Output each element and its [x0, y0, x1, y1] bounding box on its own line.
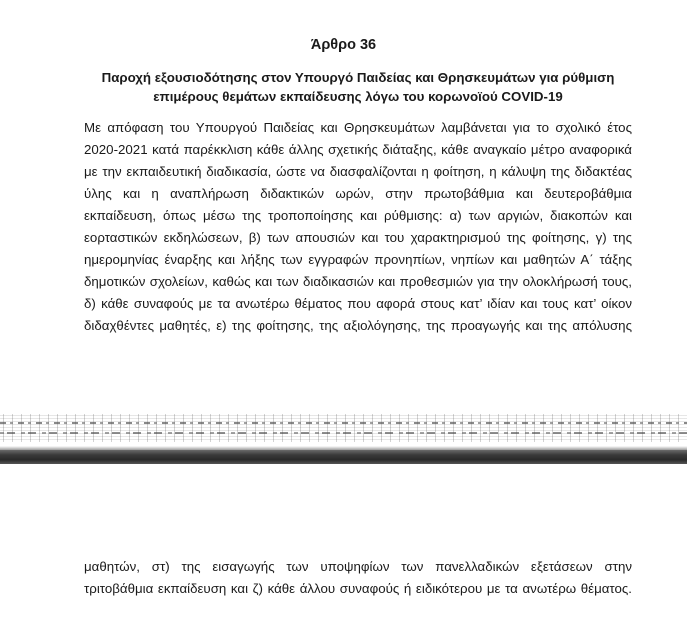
- body-line: εκπαίδευση, όπως μέσω της τροποποίησης και ρύθμισης: α) των αργιών, διακοπών και: [84, 208, 632, 223]
- scan-noise: [0, 414, 687, 442]
- body-line: ημερομηνίας έναρξης και λήξης των εγγραφών προνηπίων, νηπίων και μαθητών Α΄ τάξης: [84, 252, 632, 267]
- body-line: μαθητών, στ) της εισαγωγής των υποψηφίων των πανελλαδικών εξετάσεων στην: [84, 559, 632, 574]
- body-line: τριτοβάθμια εκπαίδευση και ζ) κάθε άλλου συναφούς ή ειδικότερου με τα ανωτέρω θέματος.: [84, 581, 632, 596]
- body-line: δημοτικών σχολείων, καθώς και των διαδικασιών και προθεσμιών για την ολοκλήρωσή τους,: [84, 274, 632, 289]
- article-body-continuation: [84, 556, 632, 600]
- scan-streak: [0, 422, 687, 424]
- body-line: ύλης και η αναπλήρωση διδακτικών ωρών, στην πρωτοβάθμια και δευτεροβάθμια: [84, 186, 632, 201]
- body-line: διδαχθέντες μαθητές, ε) της φοίτησης, της αξιολόγησης, της προαγωγής και της απόλυσης: [84, 318, 632, 333]
- scan-dark-band: [0, 450, 687, 464]
- scan-streak: [0, 432, 687, 434]
- body-line: 2020-2021 κατά παρέκκλιση κάθε άλλης σχετικής διάταξης, κάθε αναγκαίο μέτρο αναφορικά: [84, 142, 632, 157]
- page-break-scan-artifact: [0, 410, 687, 468]
- body-line: με την εκπαιδευτική διαδικασία, ώστε να διασφαλίζονται η φοίτηση, η κάλυψη της διδακτέας: [84, 164, 632, 179]
- subtitle-line: Παροχή εξουσιοδότησης στον Υπουργό Παιδείας και Θρησκευμάτων για ρύθμιση: [101, 70, 615, 85]
- subtitle-line: επιμέρους θεμάτων εκπαίδευσης λόγω του κορωνοϊού COVID-19: [153, 89, 563, 104]
- body-line: δ) κάθε συναφούς με τα ανωτέρω θέματος που αφορά στους κατ’ ιδίαν και τους κατ’ οίκον: [84, 296, 632, 311]
- body-line: εορταστικών εκδηλώσεων, β) των απουσιών και του χαρακτηρισμού της φοίτησης, γ) της: [84, 230, 632, 245]
- article-subtitle: [88, 68, 628, 106]
- article-body: [84, 117, 632, 337]
- article-title: Άρθρο 36: [310, 37, 377, 53]
- body-line: Με απόφαση του Υπουργού Παιδείας και Θρησκευμάτων λαμβάνεται για το σχολικό έτος: [84, 120, 632, 135]
